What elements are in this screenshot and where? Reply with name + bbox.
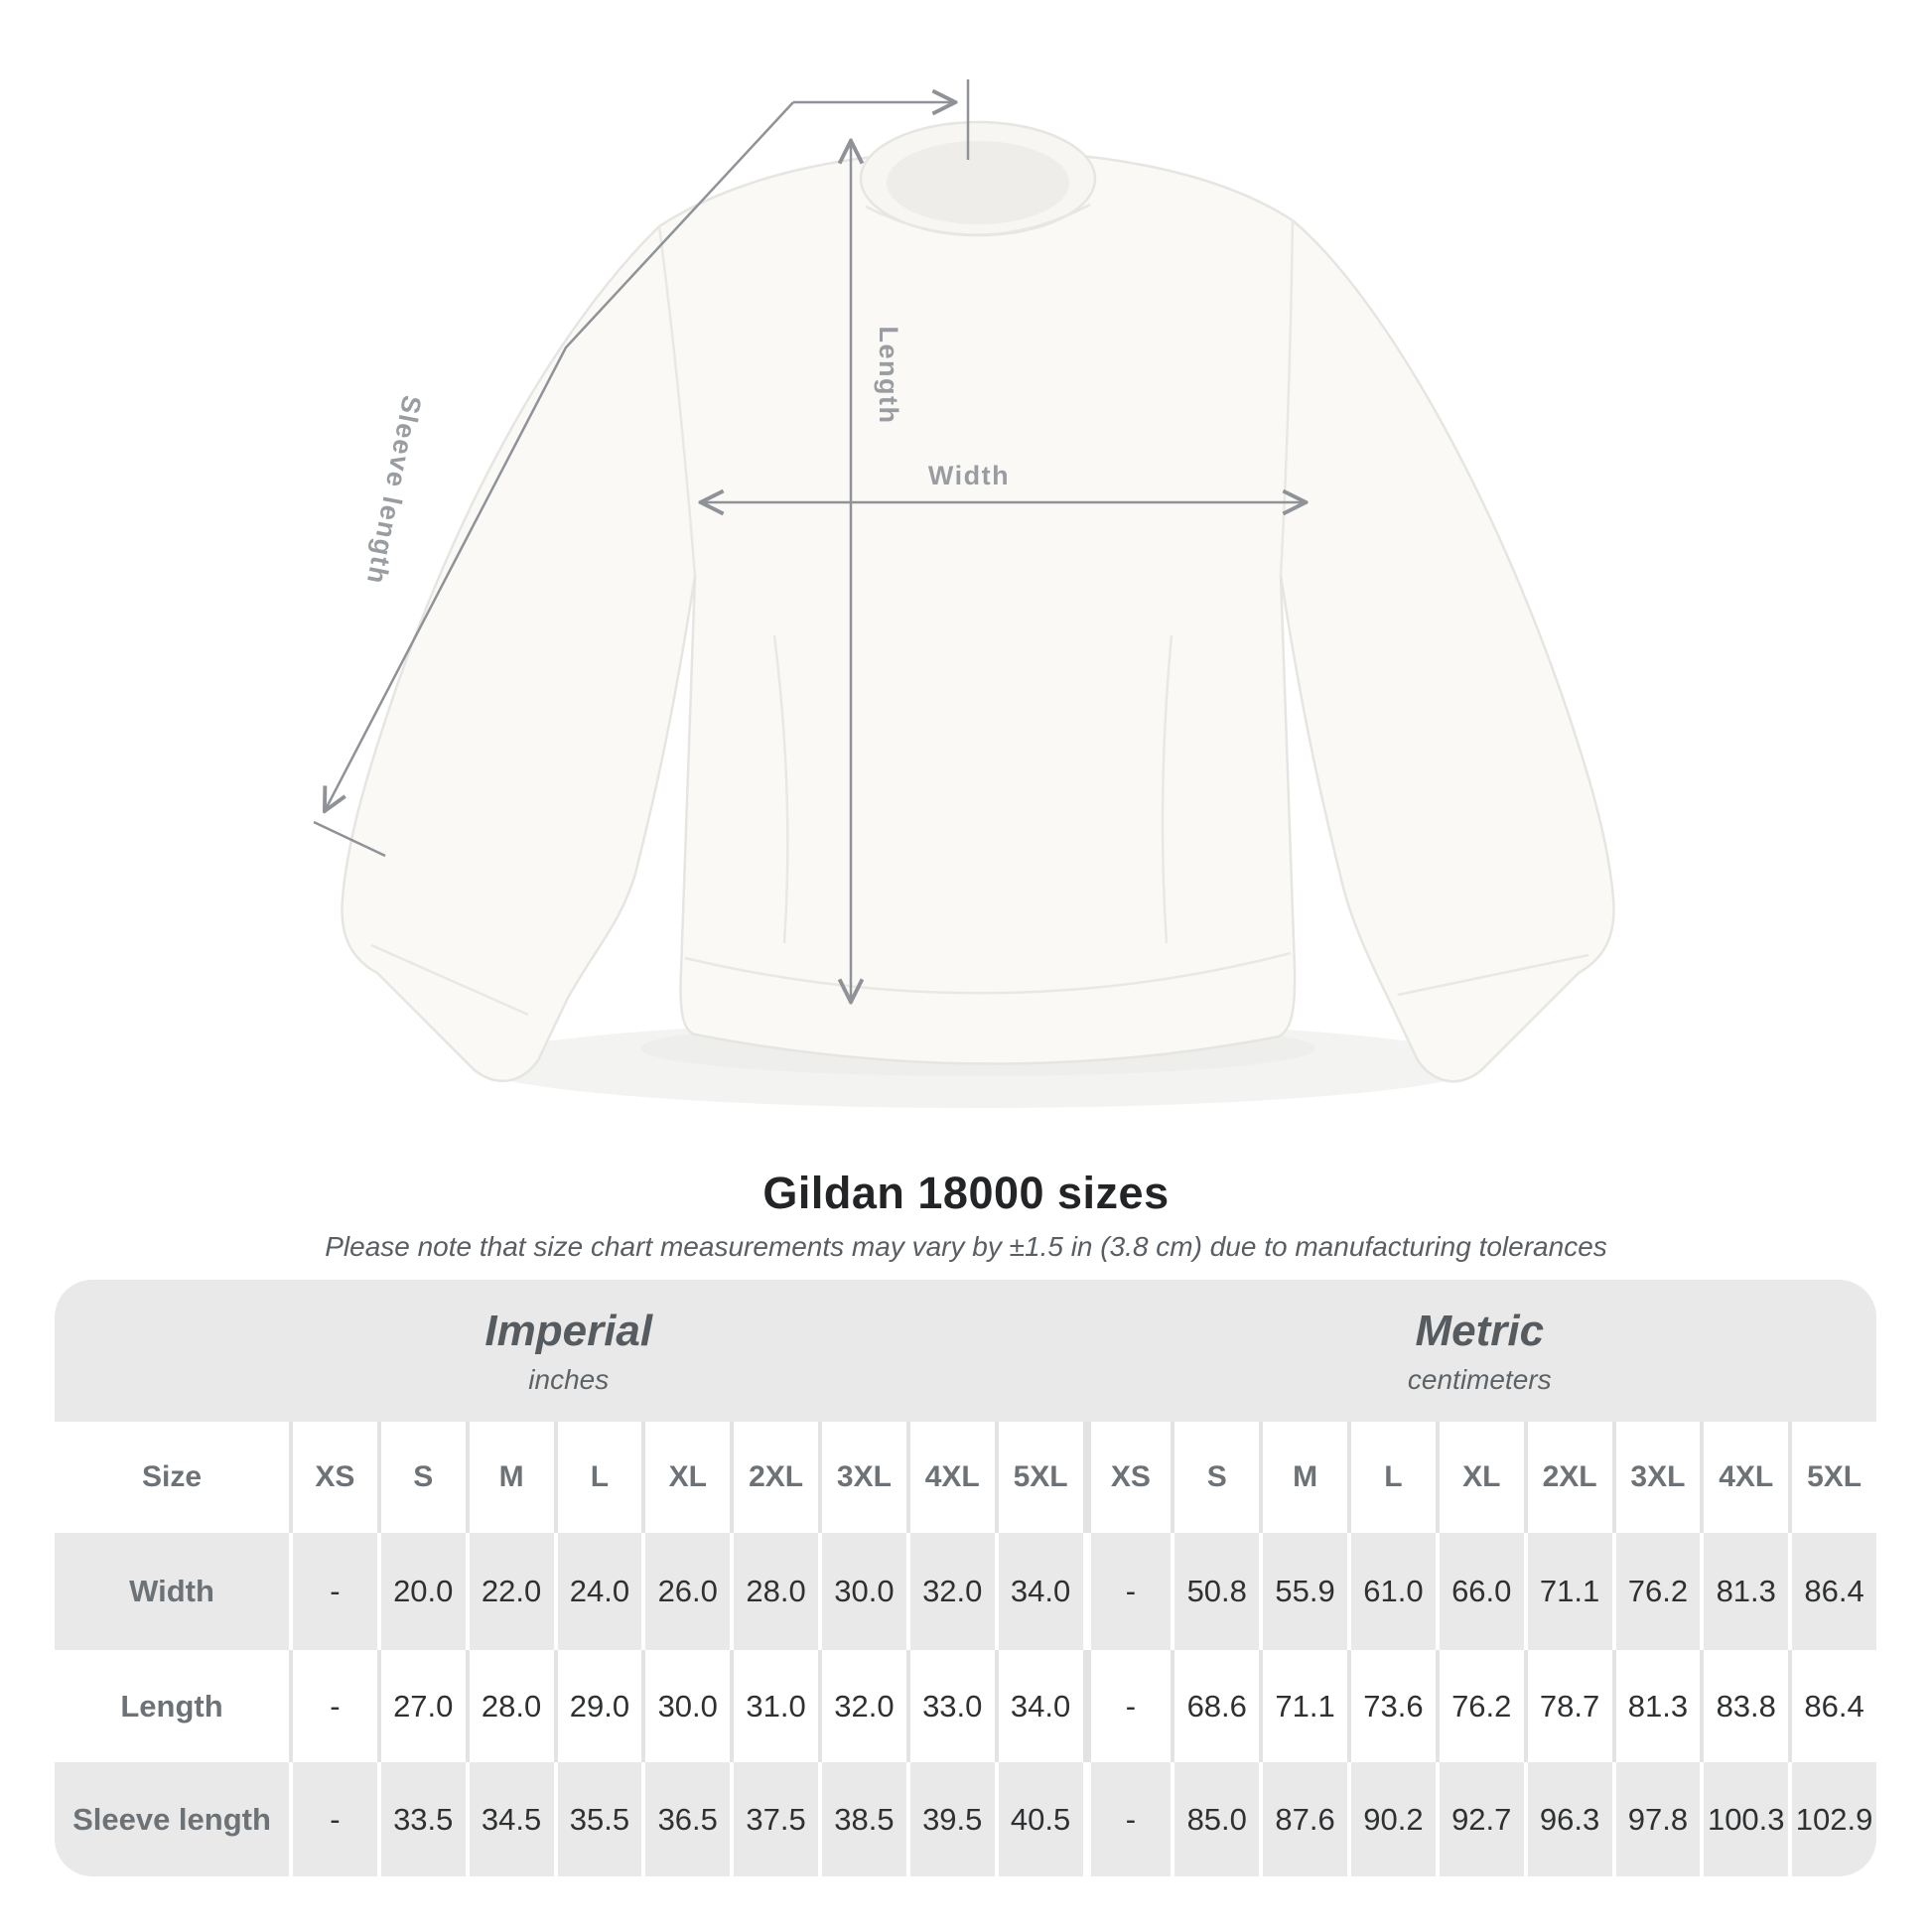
size-header-cell: 2XL xyxy=(1524,1422,1612,1533)
size-header-cell: XL xyxy=(1436,1422,1524,1533)
value-cell: 76.2 xyxy=(1436,1650,1524,1762)
size-header-cell: XL xyxy=(641,1422,730,1533)
sweatshirt-illustration xyxy=(342,122,1613,1081)
sweatshirt-body xyxy=(342,151,1613,1081)
imperial-group-unit: inches xyxy=(528,1363,610,1395)
value-cell: 26.0 xyxy=(641,1533,730,1650)
row-label-sleeve-length: Sleeve length xyxy=(55,1762,289,1876)
metric-group-name: Metric xyxy=(1415,1306,1545,1355)
value-cell: 81.3 xyxy=(1700,1533,1788,1650)
value-cell: 102.9 xyxy=(1788,1762,1876,1876)
value-cell: 78.7 xyxy=(1524,1650,1612,1762)
value-cell: 86.4 xyxy=(1788,1533,1876,1650)
size-header-cell: 5XL xyxy=(995,1422,1083,1533)
length-measure-label: Length xyxy=(874,326,903,425)
value-cell: 28.0 xyxy=(730,1533,818,1650)
value-cell: 22.0 xyxy=(466,1533,554,1650)
value-cell: - xyxy=(1083,1762,1172,1876)
value-cell: 81.3 xyxy=(1612,1650,1701,1762)
value-cell: 71.1 xyxy=(1524,1533,1612,1650)
value-cell: 100.3 xyxy=(1700,1762,1788,1876)
size-header-cell: S xyxy=(377,1422,466,1533)
value-cell: 30.0 xyxy=(641,1650,730,1762)
value-cell: 61.0 xyxy=(1347,1533,1436,1650)
size-header-cell: 4XL xyxy=(1700,1422,1788,1533)
value-cell: 71.1 xyxy=(1259,1650,1347,1762)
imperial-group-name: Imperial xyxy=(484,1306,653,1355)
size-header-cell: 4XL xyxy=(906,1422,995,1533)
collar-opening xyxy=(887,141,1069,224)
value-cell: 37.5 xyxy=(730,1762,818,1876)
page-title: Gildan 18000 sizes xyxy=(762,1168,1170,1218)
size-header-cell: 2XL xyxy=(730,1422,818,1533)
size-header-cell: L xyxy=(1347,1422,1436,1533)
column-header-size: Size xyxy=(55,1422,289,1533)
value-cell: 32.0 xyxy=(906,1533,995,1650)
value-cell: - xyxy=(289,1533,377,1650)
size-header-cell: S xyxy=(1171,1422,1259,1533)
value-cell: - xyxy=(1083,1650,1172,1762)
value-cell: - xyxy=(289,1762,377,1876)
value-cell: 86.4 xyxy=(1788,1650,1876,1762)
value-cell: - xyxy=(289,1650,377,1762)
size-chart-table xyxy=(55,1280,1876,1876)
size-header-cell: XS xyxy=(1083,1422,1172,1533)
size-header-cell: 3XL xyxy=(1612,1422,1701,1533)
value-cell: 83.8 xyxy=(1700,1650,1788,1762)
size-header-cell: 3XL xyxy=(818,1422,906,1533)
value-cell: 87.6 xyxy=(1259,1762,1347,1876)
value-cell: 50.8 xyxy=(1171,1533,1259,1650)
value-cell: - xyxy=(1083,1533,1172,1650)
value-cell: 28.0 xyxy=(466,1650,554,1762)
value-cell: 33.0 xyxy=(906,1650,995,1762)
size-header-cell: L xyxy=(554,1422,642,1533)
tolerance-note: Please note that size chart measurements may vary by ±1.5 in (3.8 cm) due to manufacturing tolerances xyxy=(325,1231,1607,1262)
value-cell: 35.5 xyxy=(554,1762,642,1876)
metric-group-unit: centimeters xyxy=(1407,1363,1552,1395)
value-cell: 85.0 xyxy=(1171,1762,1259,1876)
value-cell: 34.5 xyxy=(466,1762,554,1876)
size-header-cell: M xyxy=(466,1422,554,1533)
value-cell: 29.0 xyxy=(554,1650,642,1762)
value-cell: 96.3 xyxy=(1524,1762,1612,1876)
row-label-length: Length xyxy=(55,1650,289,1762)
value-cell: 68.6 xyxy=(1171,1650,1259,1762)
value-cell: 34.0 xyxy=(995,1533,1083,1650)
row-label-width: Width xyxy=(55,1533,289,1650)
metric-group-header xyxy=(1083,1280,1877,1422)
width-measure-label: Width xyxy=(927,461,1011,490)
value-cell: 34.0 xyxy=(995,1650,1083,1762)
value-cell: 20.0 xyxy=(377,1533,466,1650)
size-header-cell: XS xyxy=(289,1422,377,1533)
value-cell: 33.5 xyxy=(377,1762,466,1876)
size-header-cell: M xyxy=(1259,1422,1347,1533)
value-cell: 30.0 xyxy=(818,1533,906,1650)
imperial-group-header xyxy=(55,1280,1083,1422)
value-cell: 38.5 xyxy=(818,1762,906,1876)
sleeve-length-measure-label: Sleeve length xyxy=(360,392,428,588)
value-cell: 97.8 xyxy=(1612,1762,1701,1876)
value-cell: 76.2 xyxy=(1612,1533,1701,1650)
value-cell: 32.0 xyxy=(818,1650,906,1762)
value-cell: 36.5 xyxy=(641,1762,730,1876)
size-header-cell: 5XL xyxy=(1788,1422,1876,1533)
value-cell: 92.7 xyxy=(1436,1762,1524,1876)
value-cell: 27.0 xyxy=(377,1650,466,1762)
value-cell: 31.0 xyxy=(730,1650,818,1762)
value-cell: 24.0 xyxy=(554,1533,642,1650)
value-cell: 90.2 xyxy=(1347,1762,1436,1876)
value-cell: 39.5 xyxy=(906,1762,995,1876)
value-cell: 73.6 xyxy=(1347,1650,1436,1762)
value-cell: 40.5 xyxy=(995,1762,1083,1876)
value-cell: 55.9 xyxy=(1259,1533,1347,1650)
value-cell: 66.0 xyxy=(1436,1533,1524,1650)
